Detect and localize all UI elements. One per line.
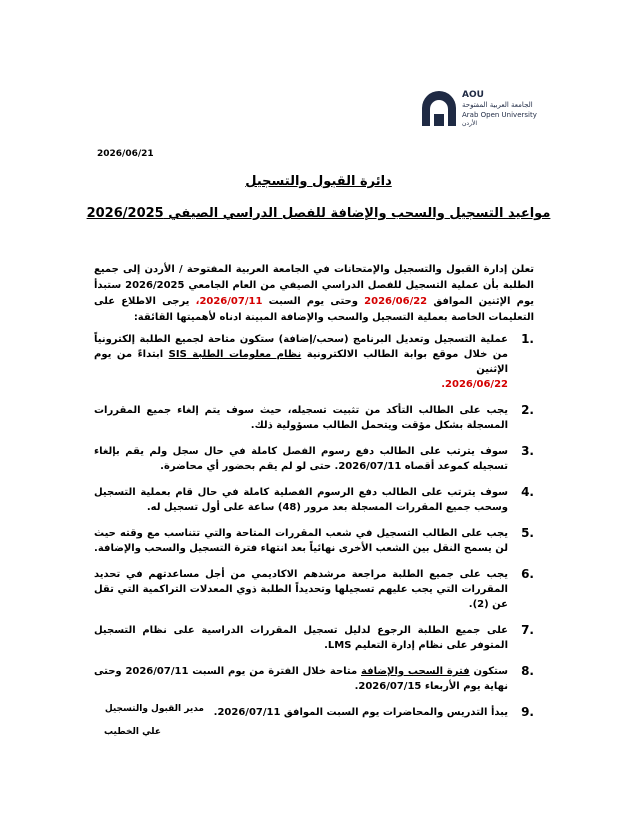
item-number: 7. [521,623,534,637]
item-number: 6. [521,567,534,581]
logo-arabic-name: الجامعة العربية المفتوحة [462,101,533,109]
item-date: 2026/06/22. [441,379,508,390]
item-text: ابتداءً من يوم الإثنين [94,349,508,375]
item-text: يجب على جميع الطلبة مراجعة مرشدهم الاكاديمي من أجل مساعدتهم في تحديد المقررات التي يجب عليهم تسجيلها وتحديداً الطلبة ذوي المعدلات التراكمية التي تقل عن (2). [94,569,508,610]
list-item [94,664,534,694]
add-drop-period-link[interactable]: فترة السحب والإضافة [361,666,470,677]
sis-link[interactable]: نظام معلومات الطلبة SIS [168,349,302,360]
item-text: متاحة خلال الفترة من يوم السبت 2026/07/11 وحتى نهاية يوم الأربعاء 2026/07/15. [94,666,508,692]
item-text: يجب على الطالب التأكد من تثبيت تسجيله، حيث سوف يتم إلغاء جميع المقررات المسجلة بشكل مؤقت ويتحمل الطالب مسؤولية ذلك. [94,405,508,431]
intro-text-3: يرجى الاطلاع على التعليمات الخاصة بعملية التسجيل والسحب والإضافة المبينة ادناه لأهميتها القائقة: [94,296,534,323]
aou-logo-mark-icon [420,90,458,128]
instructions-list [94,332,534,731]
item-number: 5. [521,526,534,540]
subject-title: مواعيد التسجيل والسحب والإضافة للفصل الدراسي الصيفي 2026/2025 [86,206,551,221]
list-item [94,444,534,474]
list-item [94,526,534,556]
item-text: سوف يترتب على الطالب دفع رسوم الفصل كاملة في حال سجل ولم يقم بإلغاء تسجيله كموعد أقصاه 2026/07/11. حتى لو لم يقم بحضور أي محاضرة. [94,446,508,472]
intro-paragraph [94,262,534,326]
list-item [94,623,534,653]
item-number: 3. [521,444,534,458]
department-title: دائرة القبول والتسجيل [245,174,392,189]
item-number: 2. [521,403,534,417]
item-number: 9. [521,705,534,719]
intro-end-date: 2026/07/11، [195,296,263,307]
signature-title: مدير القبول والتسجيل [104,704,204,714]
list-item [94,567,534,612]
item-number: 4. [521,485,534,499]
item-text: سوف يترتب على الطالب دفع الرسوم الفصلية كاملة في حال قام بعملية التسجيل وسحب جميع المقررات المسجلة بعد مرور (48) ساعة على أول تسجيل له. [94,487,508,513]
item-text: ستكون [469,666,508,677]
item-text: يبدأ التدريس والمحاضرات يوم السبت الموافق 2026/07/11. [213,707,508,718]
university-logo [420,90,550,128]
logo-english-name: Arab Open University [462,111,537,119]
item-text: على جميع الطلبة الرجوع لدليل تسجيل المقررات الدراسية على نظام التسجيل المتوفر على نظام إدارة التعليم LMS. [94,625,508,651]
item-number: 8. [521,664,534,678]
intro-text-1: تعلن إدارة القبول والتسجيل والإمتحانات في الجامعة العربية المفتوحة / الأردن إلى جميع الطلبة بأن عملية التسجيل للفصل الدراسي الصيفي من العام الجامعي 2026/2025 ستبدأ يوم الإثنين الموافق [94,264,534,307]
intro-start-date: 2026/06/22 [364,296,428,307]
list-item [94,485,534,515]
list-item [94,403,534,433]
item-number: 1. [521,332,534,346]
logo-country: الأردن [462,120,478,127]
item-text: عملية التسجيل وتعديل البرنامج (سحب/إضافة) ستكون متاحة لجميع الطلبة إلكترونياً من خلال موقع بوابة الطالب الالكترونية [94,334,508,360]
list-item [94,332,534,392]
document-date: 2026/06/21 [97,149,154,159]
signature-name: علي الخطيب [104,727,161,737]
item-text: يجب على الطالب التسجيل في شعب المقررات المتاحة والتي تتناسب مع وقته حيث لن يسمح النقل بين الشعب الأخرى نهائياً بعد انتهاء فترة التسجيل والسحب والإضافة. [94,528,508,554]
intro-text-2: وحتى يوم السبت [262,296,365,307]
logo-abbr: AOU [462,90,484,100]
